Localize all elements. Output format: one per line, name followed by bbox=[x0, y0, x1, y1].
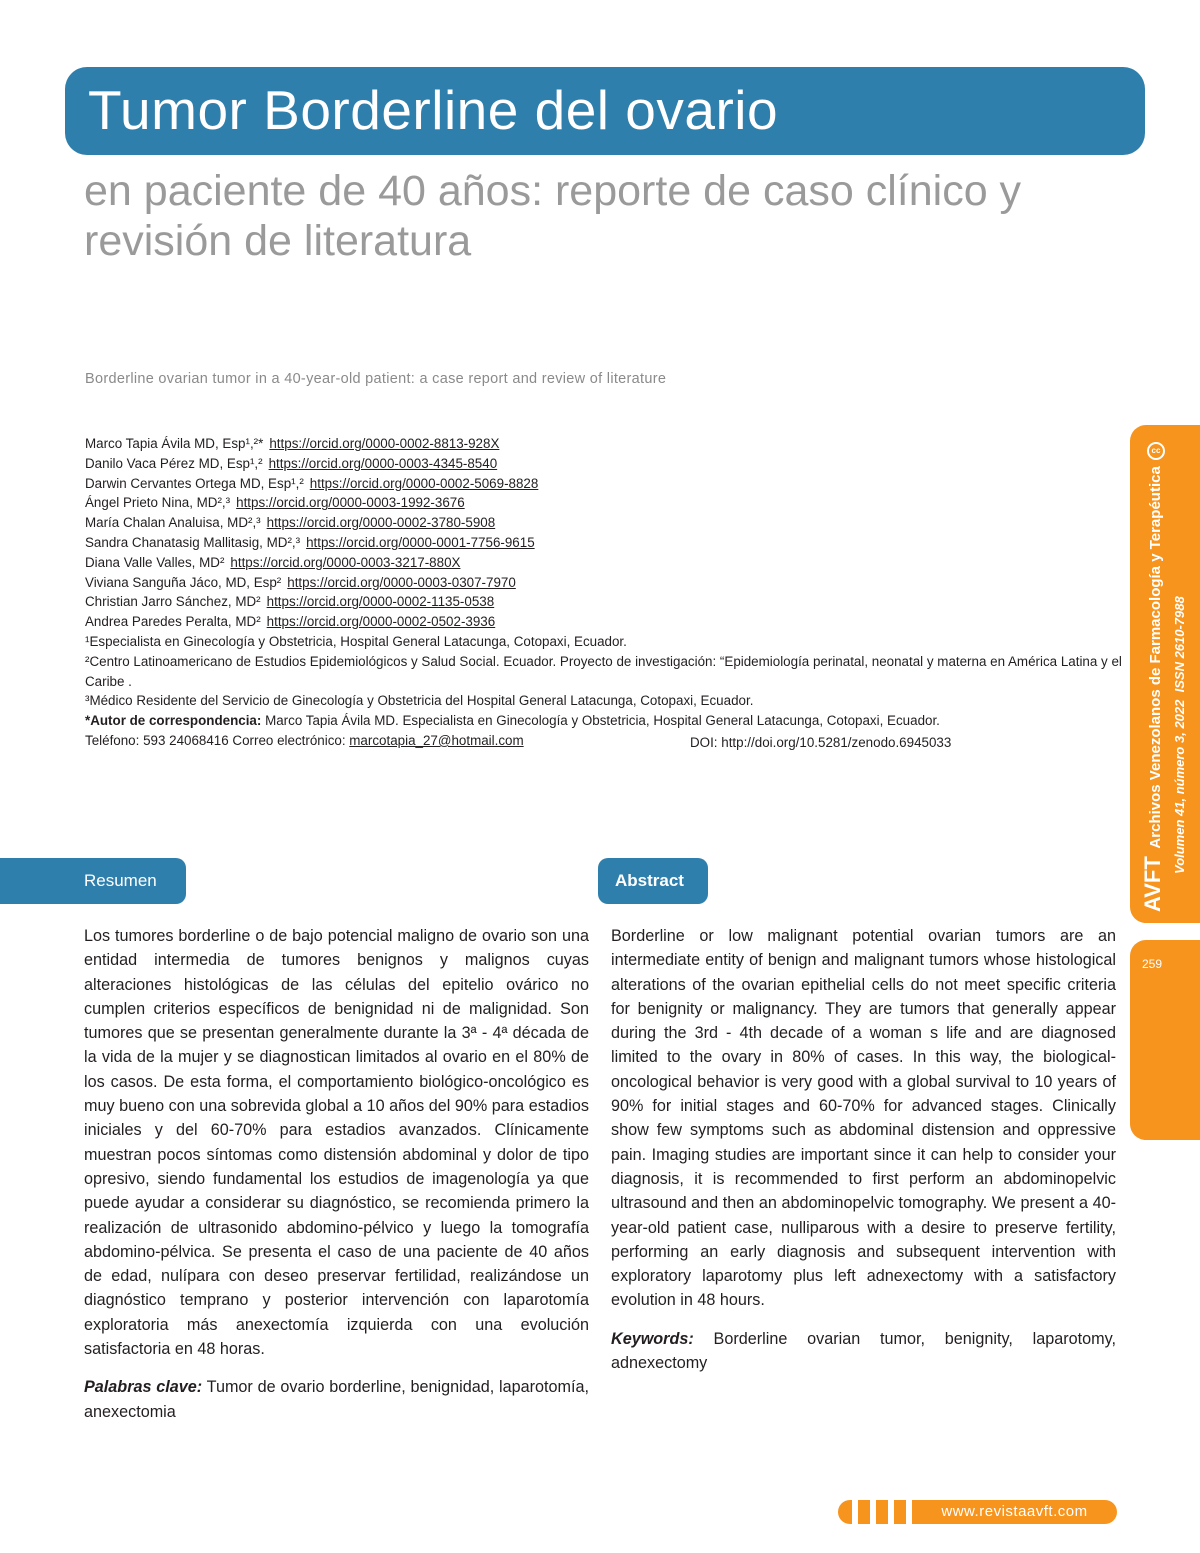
author-block bbox=[85, 434, 1135, 751]
journal-name: Archivos Venezolanos de Farmacología y Terapéutica bbox=[1147, 466, 1164, 849]
email-link[interactable]: marcotapia_27@hotmail.com bbox=[349, 732, 524, 748]
author-line bbox=[85, 474, 1135, 494]
author-name: Ángel Prieto Nina, MD²,³ bbox=[85, 495, 231, 511]
orcid-link[interactable]: https://orcid.org/0000-0001-7756-9615 bbox=[306, 534, 535, 550]
correspondence-text: Marco Tapia Ávila MD. Especialista en Ginecología y Obstetricia, Hospital General Latacunga, Cotopaxi, Ecuador. bbox=[261, 713, 940, 729]
orcid-link[interactable]: https://orcid.org/0000-0003-0307-7970 bbox=[287, 574, 516, 590]
keywords-label: Palabras clave: bbox=[84, 1378, 203, 1397]
orcid-link[interactable]: https://orcid.org/0000-0002-3780-5908 bbox=[266, 515, 496, 531]
journal-side-label bbox=[1140, 422, 1194, 912]
article-subtitle: en paciente de 40 años: reporte de caso clínico y revisión de literatura bbox=[84, 167, 1022, 265]
author-line bbox=[85, 553, 1135, 573]
abstract-body: Borderline or low malignant potential ovarian tumors are an intermediate entity of benign and malignant tumors whose histological alterations of the ovarian epithelial cells do not meet specific criteria for benignity or malignancy. They are tumors that generally appear during the 3rd - 4th decade of a woman s life and are diagnosed limited to the ovary in 80% of cases. In this way, the biological-oncological behavior is very good with a global survival to 10 years of 90% for initial stages and 60-70% for advanced stages. Clinically show few symptoms such as abdominal distension and oppressive pain. Imaging studies are important since it can help to consider your diagnosis, it is recommended to first perform an abdominopelvic ultrasound and then an abdominopelvic tomography. We present a 40-year-old patient case, nulliparous with a desire to preserve fertility, performing an early diagnosis and subsequent intervention with exploratory laparotomy plus left adnexectomy with a satisfactory evolution in 48 hours. bbox=[611, 927, 1116, 1310]
author-line bbox=[85, 513, 1135, 533]
journal-volume: Volumen 41, número 3, 2022 bbox=[1172, 699, 1187, 874]
contact-phone: Teléfono: 593 24068416 Correo electrónico: bbox=[85, 732, 350, 748]
english-title: Borderline ovarian tumor in a 40-year-old patient: a case report and review of literature bbox=[85, 371, 667, 387]
abstract-column bbox=[611, 924, 1116, 1375]
orcid-link[interactable]: https://orcid.org/0000-0003-3217-880X bbox=[230, 554, 461, 570]
article-title: Tumor Borderline del ovario bbox=[88, 79, 779, 141]
keywords-text: Tumor de ovario borderline, benignidad, laparotomía, anexectomia bbox=[84, 1378, 589, 1421]
affiliation-1: ¹Especialista en Ginecología y Obstetricia, Hospital General Latacunga, Cotopaxi, Ecuador. bbox=[85, 633, 627, 649]
orcid-link[interactable]: https://orcid.org/0000-0002-0502-3936 bbox=[266, 614, 496, 630]
contact-line bbox=[85, 731, 1135, 751]
author-line bbox=[85, 592, 1135, 612]
footer-bar bbox=[894, 1500, 906, 1524]
author-line bbox=[85, 454, 1135, 474]
author-line bbox=[85, 533, 1135, 553]
author-name: Sandra Chanatasig Mallitasig, MD²,³ bbox=[85, 534, 301, 550]
author-line bbox=[85, 573, 1135, 593]
author-name: Danilo Vaca Pérez MD, Esp¹,² bbox=[85, 455, 263, 471]
page-number: 259 bbox=[1142, 957, 1163, 971]
footer-bar bbox=[876, 1500, 888, 1524]
affiliation-3: ³Médico Residente del Servicio de Ginecología y Obstetricia del Hospital General Latacunga, Cotopaxi, Ecuador. bbox=[85, 693, 754, 709]
journal-brand: AVFT bbox=[1140, 856, 1165, 912]
orcid-link[interactable]: https://orcid.org/0000-0002-5069-8828 bbox=[309, 475, 539, 491]
footer-bar bbox=[838, 1500, 852, 1524]
keywords-label: Keywords: bbox=[611, 1329, 694, 1348]
author-name: Marco Tapia Ávila MD, Esp¹,²* bbox=[85, 436, 264, 451]
website-link[interactable]: www.revistaavft.com bbox=[912, 1500, 1117, 1524]
footer-decoration bbox=[838, 1500, 908, 1524]
abstract-heading: Abstract bbox=[598, 858, 708, 904]
correspondence bbox=[85, 711, 1135, 731]
author-name: Christian Jarro Sánchez, MD² bbox=[85, 594, 261, 610]
keywords-text: Borderline ovarian tumor, benignity, laparotomy, adnexectomy bbox=[611, 1329, 1116, 1373]
author-name: Darwin Cervantes Ortega MD, Esp¹,² bbox=[85, 475, 304, 491]
doi-link[interactable]: DOI: http://doi.org/10.5281/zenodo.6945033 bbox=[690, 734, 952, 750]
creative-commons-icon: cc bbox=[1147, 442, 1165, 460]
author-name: Diana Valle Valles, MD² bbox=[85, 554, 225, 570]
abstract-keywords bbox=[611, 1327, 1116, 1376]
author-name: Andrea Paredes Peralta, MD² bbox=[85, 614, 261, 630]
author-name: Viviana Sanguña Jáco, MD, Esp² bbox=[85, 574, 282, 590]
orcid-link[interactable]: https://orcid.org/0000-0003-4345-8540 bbox=[268, 455, 498, 471]
footer-bar bbox=[858, 1500, 870, 1524]
orcid-link[interactable]: https://orcid.org/0000-0003-1992-3676 bbox=[236, 495, 465, 511]
page-number-tab bbox=[1130, 940, 1200, 1140]
affiliation-2: ²Centro Latinoamericano de Estudios Epidemiológicos y Salud Social. Ecuador. Proyecto de investigación: “Epidemiología perinatal, neonatal y materna en América Latina y el Caribe . bbox=[85, 653, 1122, 689]
resumen-body: Los tumores borderline o de bajo potencial maligno de ovario son una entidad intermedia de tumores benignos y malignos cuyas alteraciones histológicas de las células del epitelio ovárico no cumplen criterios específicos de benignidad ni de malignidad. Son tumores que se presentan generalmente durante la 3ª - 4ª década de la vida de la mujer y se diagnostican limitados al ovario en el 80% de los casos. De esta forma, el comportamiento biológico-oncológico es muy bueno con una sobrevida global a 10 años del 90% para estadios iniciales y del 60-70% para estadios avanzados. Clínicamente muestran pocos síntomas como distensión abdominal y dolor de tipo opresivo, siendo fundamental los estudios de imagenología ya que puede ayudar a considerar su diagnóstico, se recomienda primero la realización de ultrasonido abdomino-pélvico y luego la tomografía abdomino-pélvica. Se presenta el caso de una paciente de 40 años de edad, nulípara con deseo preservar fertilidad, realizándose un diagnóstico temprano y posterior intervención con laparotomía exploratoria más anexectomía izquierda con una evolución satisfactoria en 48 horas. bbox=[84, 927, 589, 1359]
author-line bbox=[85, 493, 1135, 513]
author-line bbox=[85, 434, 1135, 454]
resumen-heading: Resumen bbox=[0, 858, 186, 904]
correspondence-label: *Autor de correspondencia: bbox=[85, 713, 262, 729]
orcid-link[interactable]: https://orcid.org/0000-0002-1135-0538 bbox=[266, 594, 495, 610]
orcid-link[interactable]: https://orcid.org/0000-0002-8813-928X bbox=[269, 436, 500, 451]
author-name: María Chalan Analuisa, MD²,³ bbox=[85, 515, 261, 531]
author-line bbox=[85, 612, 1135, 632]
resumen-column bbox=[84, 924, 589, 1424]
resumen-keywords bbox=[84, 1375, 589, 1424]
journal-issn: ISSN 2610-7988 bbox=[1172, 596, 1187, 693]
